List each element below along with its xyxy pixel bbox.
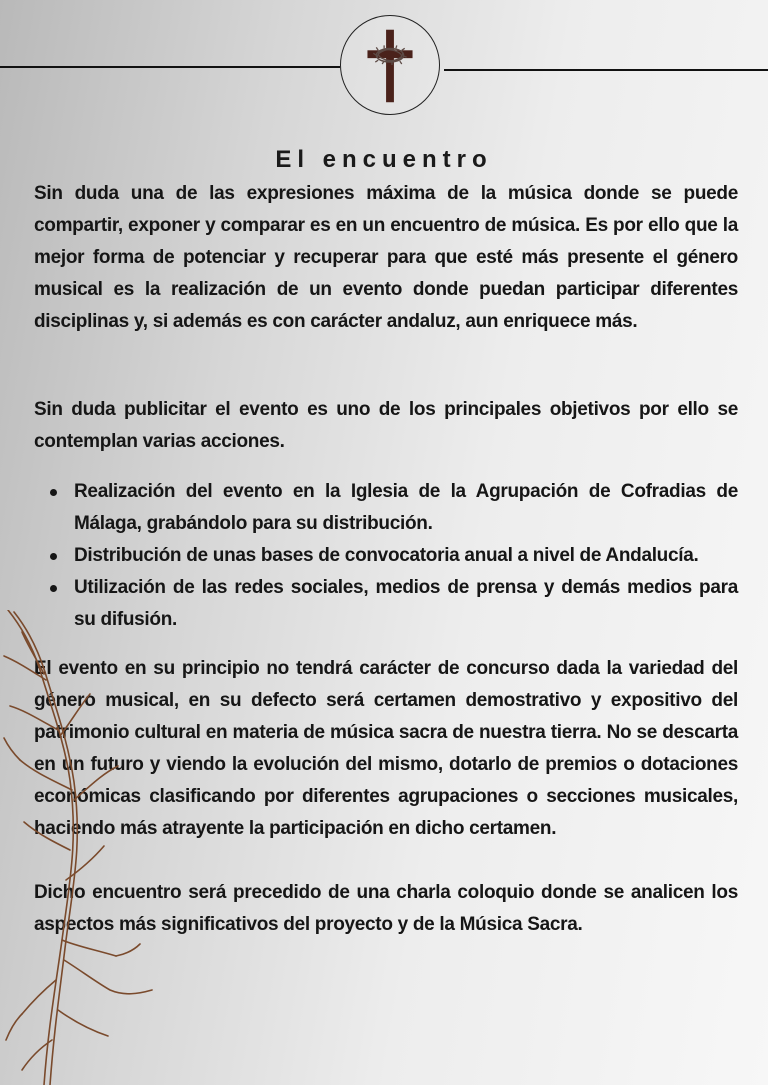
page-title: El encuentro [275, 146, 493, 173]
list-item: Utilización de las redes sociales, medios de prensa y demás medios para su difusión. [34, 572, 738, 636]
paragraph-publicity: Sin duda publicitar el evento es uno de los principales objetivos por ello se contemplan varias acciones. [34, 399, 738, 452]
list-item: Distribución de unas bases de convocatoria anual a nivel de Andalucía. [34, 540, 738, 572]
cross-emblem [340, 15, 440, 115]
header-rule-left [0, 66, 340, 68]
paragraph-event-nature: El evento en su principio no tendrá carácter de concurso dada la variedad del género musical, en su defecto será certamen demostrativo y expositivo del patrimonio cultural en materia de música sacra de nuestra tierra. No se descarta en un futuro y viendo la evolución del mismo, dotarlo de premios o dotaciones económicas clasificando por diferentes agrupaciones o secciones musicales, haciendo más atrayente la participación en dicho certamen. [34, 658, 738, 839]
paragraph-talk: Dicho encuentro será precedido de una charla coloquio donde se analicen los aspectos más significativos del proyecto y de la Música Sacra. [34, 882, 738, 935]
header-rule-right [444, 69, 768, 71]
paragraph-intro: Sin duda una de las expresiones máxima de la música donde se puede compartir, exponer y comparar es en un encuentro de música. Es por ello que la mejor forma de potenciar y recuperar para que esté más presente el género musical es la realización de un evento donde puedan participar diferentes disciplinas y, si además es con carácter andaluz, aun enriquece más. [34, 183, 738, 332]
list-item: Realización del evento en la Iglesia de la Agrupación de Cofradias de Málaga, grabándolo para su distribución. [34, 476, 738, 540]
actions-list [34, 476, 738, 636]
cross-with-crown-of-thorns-icon [341, 16, 439, 114]
